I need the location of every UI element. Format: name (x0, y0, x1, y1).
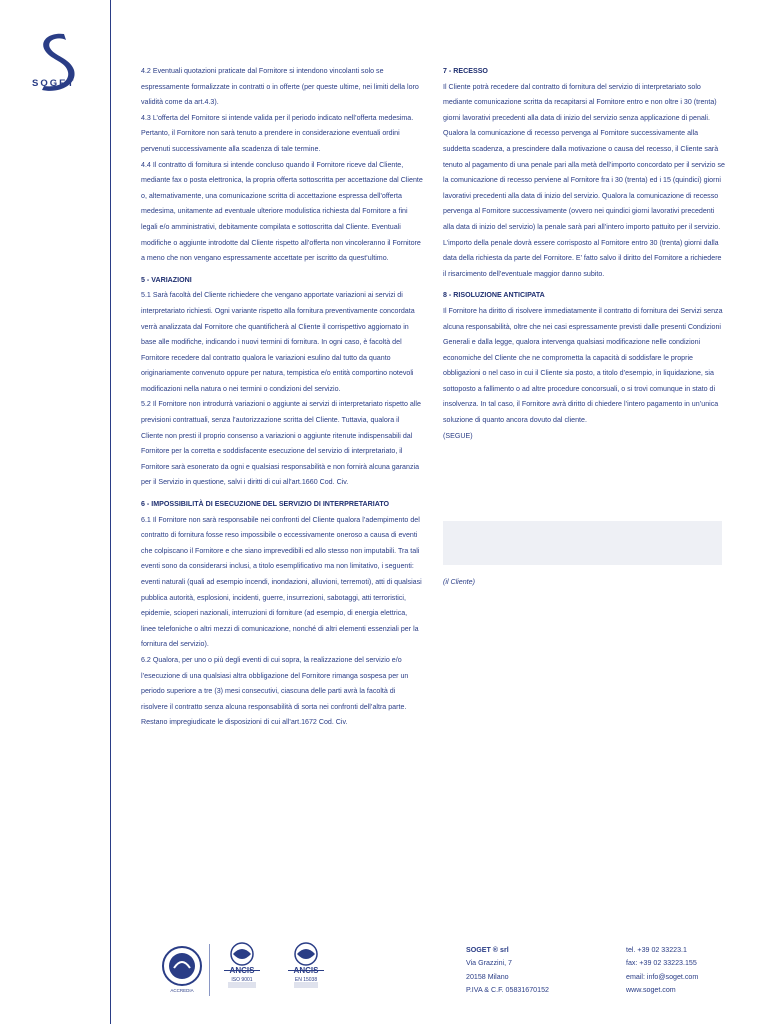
ancis-label-2: ANCIS (293, 966, 319, 975)
footer-email[interactable]: email: info@soget.com (626, 972, 699, 981)
left-column (141, 64, 423, 731)
left-column-heading: 6 - IMPOSSIBILITÀ DI ESECUZIONE DEL SERVIZIO DI INTERPRETARIATO (141, 500, 390, 509)
right-column-paragraph: Il Cliente potrà recedere dal contratto di fornitura del servizio di interpretariato solo mediante comunicazione scritta da recapitarsi al Fornitore entro e non oltre i 30 (trenta) giorni lavorativi precedenti alla data di inizio del servizio senza applicazione di penali. Qualora la comunicazione di recesso pervenga al Fornitore successivamente alla suddetta scadenza, a prescindere dalla motivazione o causa del recesso, il Cliente sarà tenuto al pagamento di una penale pari alla metà dell’importo concordato per il servizio se la comunicazione di recesso perviene al Fornitore fra i 30 (trenta) ed i 15 (quindici) giorni lavorativi precedenti alla data di inizio del servizio. Qualora la comunicazione di recesso pervenga al Fornitore successivamente (ovvero nei quindici giorni lavorativi precedenti alla data di inizio del servizio) la penale sarà pari all’intero importo pattuito per il servizio. L’importo della penale dovrà essere corrisposto al Fornitore entro 30 (trenta) giorni dalla data della richiesta da parte del Fornitore. E’ fatto salvo il diritto del Fornitore a richiedere il risarcimento dell’eventuale maggior danno subito. (443, 82, 725, 278)
left-column-paragraph: 6.2 Qualora, per uno o più degli eventi di cui sopra, la realizzazione del servizio e/o l’esecuzione di una qualsiasi altra obbligazione del Fornitore rimanga sospesa per un periodo superiore a tre (3) mesi consecutivi, ciascuna delle parti avrà la facoltà di risolvere il contratto senza alcuna responsabilità di sorta nei confronti dell’altra parte. (141, 655, 409, 711)
footer-contacts (626, 944, 698, 997)
left-column-paragraph: Restano impregiudicate le disposizioni di cui all’art.1672 Cod. Civ. (141, 718, 348, 727)
footer-vat: P.IVA & C.F. 05831670152 (466, 985, 549, 994)
signature-box[interactable] (443, 521, 722, 565)
accredia-label: ACCREDIA (170, 988, 194, 993)
left-column-paragraph: 4.2 Eventuali quotazioni praticate dal Fornitore si intendono vincolanti solo se espressamente formalizzate in contratti o in offerte (per queste ultime, nei limiti della loro validità come da art.4.3). (141, 67, 419, 107)
client-signature-label: (il Cliente) (443, 578, 475, 586)
right-column-heading: 7 - RECESSO (443, 67, 488, 75)
footer-address-line1: Via Grazzini, 7 (466, 959, 512, 968)
ancis-label-1: ANCIS (229, 966, 255, 975)
footer-tel: tel. +39 02 33223.1 (626, 946, 687, 954)
margin-rule (110, 0, 111, 1024)
left-column-paragraph: 4.4 Il contratto di fornitura si intende concluso quando il Fornitore riceve dal Cliente, mediante fax o posta elettronica, la propria offerta sottoscritta per accettazione dal Cliente o, alternativamente, una comunicazione scritta di accettazione espressa dell’offerta medesima, unitamente ad eventuale ulteriore modulistica richiesta dal Fornitore a fini legali e/o amministrativi, debitamente compilata e sottoscritta dal Cliente. Eventuali modifiche o aggiunte introdotte dal Cliente rispetto all’offerta non vincoleranno il Fornitore a meno che non vengano espressamente accettate per iscritto da quest’ultimo. (141, 160, 423, 263)
footer-web[interactable]: www.soget.com (626, 985, 676, 994)
ancis-sub-1: ISO 9001 (231, 977, 253, 983)
badge-separator (209, 944, 210, 996)
footer-fax: fax: +39 02 33223.155 (626, 959, 697, 968)
logo-wordmark: SOGET (32, 78, 76, 89)
right-column (443, 64, 725, 444)
left-column-paragraph: 5.1 Sarà facoltà del Cliente richiedere che vengano apportate variazioni ai servizi di interpretariato richiesti. Ogni variante rispetto alla fornitura preventivamente concordata verrà analizzata dal Fornitore che quantificherà al Cliente il corrispettivo aggiornato in base alle modifiche, indicando i nuovi termini di fornitura. In ogni caso, è facoltà del Fornitore recedere dal contratto qualora le variazioni esulino dal tutto da quanto originariamente convenuto oppure per natura, tempistica e/o entità comportino notevoli modificazioni nella natura o nei termini o condizioni del servizio. (141, 291, 415, 393)
ancis-sub-2: EN 15038 (294, 977, 318, 983)
right-column-paragraph: (SEGUE) (443, 431, 473, 440)
footer-company: SOGET ® srl (466, 946, 509, 954)
left-column-paragraph: 5.2 Il Fornitore non introdurrà variazioni o aggiunte ai servizi di interpretariato rispetto alle previsioni contrattuali, senza l’autorizzazione scritta del Cliente. Tuttavia, qualora il Cliente non presti il proprio consenso a variazioni o aggiunte ritenute indispensabili dal Fornitore per la corretta e soddisfacente esecuzione del servizio di interpretariato, il Fornitore sarà esonerato da ogni e qualsiasi responsabilità e non fornirà alcuna garanzia per il Servizio in questione, salvi i diritti di cui all’art.1660 Cod. Civ. (141, 400, 421, 487)
left-column-heading: 5 - VARIAZIONI (141, 275, 192, 284)
right-column-paragraph: Il Fornitore ha diritto di risolvere immediatamente il contratto di fornitura dei Servizi senza alcuna responsabilità, oltre che nei casi espressamente previsti dalle presenti Condizioni Generali e dalla legge, qualora intervenga qualsiasi modificazione nelle condizioni economiche del Cliente che ne comprometta la capacità di soddisfare le proprie obbligazioni o nel caso in cui il Cliente sia posto, a titolo d’esempio, in liquidazione, sia sottoposto a fallimento o ad altre procedure concorsuali, o si trovi comunque in stato di insolvenza. In tal caso, il Fornitore avrà diritto di chiedere l’intero pagamento in un’unica soluzione di quanto ancora dovuto dal cliente. (443, 306, 723, 425)
footer-address (466, 944, 549, 997)
left-column-paragraph: 6.1 Il Fornitore non sarà responsabile nei confronti del Cliente qualora l’adempimento del contratto di fornitura fosse reso impossibile o eccessivamente oneroso a causa di eventi che colpiscano il Fornitore e che siano imprevedibili ed allo stesso non imputabili. Tra tali eventi sono da considerarsi inclusi, a titolo esemplificativo ma non limitativo, i seguenti: eventi naturali (quali ad esempio incendi, inondazioni, alluvioni, terremoti), atti di qualsiasi pubblica autorità, esplosioni, incidenti, guerre, insurrezioni, sabotaggi, atti terroristici, epidemie, scioperi nazionali, interruzioni di forniture (ad esempio, di energia elettrica, linee telefoniche o altri mezzi di comunicazione, nonché di altri elementi essenziali per la fornitura del servizio). (141, 515, 422, 649)
footer-address-line2: 20158 Milano (466, 972, 509, 981)
left-column-paragraph: 4.3 L’offerta del Fornitore si intende valida per il periodo indicato nell’offerta medesima. Pertanto, il Fornitore non sarà tenuto a prendere in considerazione eventuali ordini pervenuti successivamente alla scadenza di tale termine. (141, 113, 414, 153)
right-column-heading: 8 - RISOLUZIONE ANTICIPATA (443, 291, 545, 300)
